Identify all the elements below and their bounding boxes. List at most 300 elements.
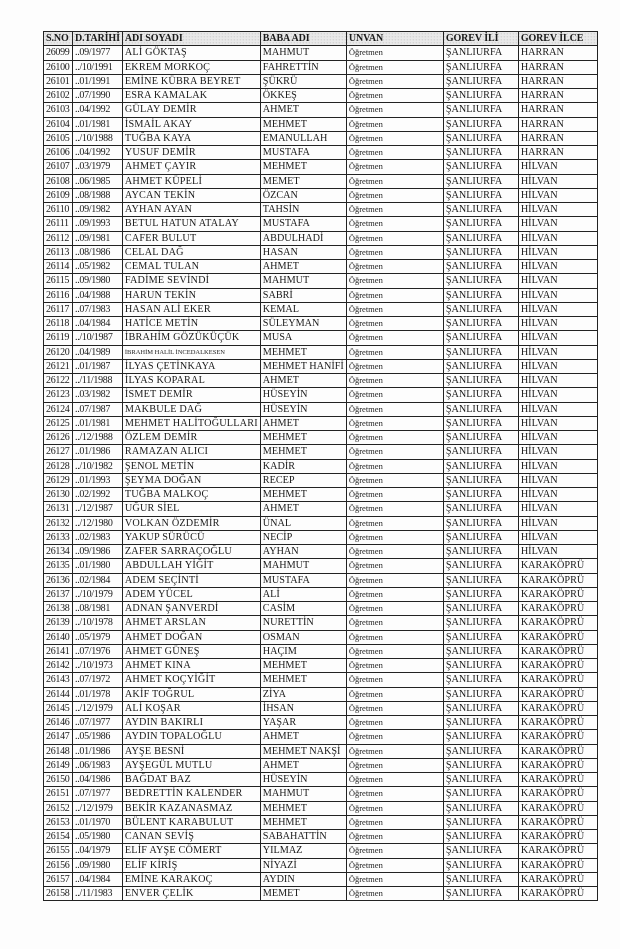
row-duty-province: ŞANLIURFA [443,60,518,74]
row-birth-date: ..07/1983 [73,302,123,316]
table-row [44,473,598,487]
table-row [44,188,598,202]
table-row [44,131,598,145]
row-birth-date: ../10/1979 [73,587,123,601]
row-birth-date: ..07/1977 [73,716,123,730]
row-duty-district: KARAKÖPRÜ [518,872,597,886]
row-duty-province: ŞANLIURFA [443,317,518,331]
table-row [44,488,598,502]
row-full-name: BÜLENT KARABULUT [122,815,260,829]
table-row [44,602,598,616]
row-duty-province: ŞANLIURFA [443,388,518,402]
row-father-name: SÜLEYMAN [260,317,346,331]
table-row [44,887,598,901]
row-duty-district: HİLVAN [518,331,597,345]
table-row [44,516,598,530]
row-sno: 26104 [44,117,73,131]
row-duty-province: ŞANLIURFA [443,459,518,473]
row-duty-province: ŞANLIURFA [443,245,518,259]
row-birth-date: ..05/1982 [73,260,123,274]
row-duty-district: KARAKÖPRÜ [518,602,597,616]
row-full-name: İBRAHİM GÖZÜKÜÇÜK [122,331,260,345]
row-father-name: İHSAN [260,701,346,715]
row-duty-province: ŞANLIURFA [443,830,518,844]
row-duty-district: KARAKÖPRÜ [518,787,597,801]
row-sno: 26147 [44,730,73,744]
row-title: Öğretmen [346,473,443,487]
row-duty-district: HİLVAN [518,203,597,217]
row-full-name: İBRAHİM HALİL İNCEDALKESEN [122,345,260,359]
row-birth-date: ..02/1984 [73,573,123,587]
table-row [44,858,598,872]
row-title: Öğretmen [346,359,443,373]
row-birth-date: ..01/1991 [73,74,123,88]
row-duty-province: ŞANLIURFA [443,402,518,416]
row-duty-province: ŞANLIURFA [443,217,518,231]
row-sno: 26127 [44,445,73,459]
row-birth-date: ..02/1992 [73,488,123,502]
table-row [44,60,598,74]
row-title: Öğretmen [346,402,443,416]
row-full-name: İLYAS KOPARAL [122,374,260,388]
row-father-name: AHMET [260,758,346,772]
row-duty-district: KARAKÖPRÜ [518,830,597,844]
row-duty-district: KARAKÖPRÜ [518,801,597,815]
row-full-name: AHMET KÜPELİ [122,174,260,188]
header-birth-date: D.TARİHİ [73,32,123,46]
row-full-name: İLYAS ÇETİNKAYA [122,359,260,373]
row-full-name: EMİNE KÜBRA BEYRET [122,74,260,88]
row-sno: 26137 [44,587,73,601]
row-birth-date: ..04/1992 [73,146,123,160]
row-duty-province: ŞANLIURFA [443,374,518,388]
row-title: Öğretmen [346,374,443,388]
table-row [44,359,598,373]
row-sno: 26115 [44,274,73,288]
row-sno: 26116 [44,288,73,302]
row-duty-province: ŞANLIURFA [443,174,518,188]
row-full-name: CEMAL TULAN [122,260,260,274]
row-birth-date: ..01/1986 [73,445,123,459]
row-father-name: MAHMUT [260,46,346,60]
row-title: Öğretmen [346,431,443,445]
header-father-name: BABA ADI [260,32,346,46]
row-duty-province: ŞANLIURFA [443,602,518,616]
row-duty-province: ŞANLIURFA [443,758,518,772]
row-father-name: MAHMUT [260,274,346,288]
row-birth-date: ../12/1979 [73,801,123,815]
row-sno: 26125 [44,416,73,430]
row-birth-date: ..02/1983 [73,530,123,544]
row-duty-province: ŞANLIURFA [443,231,518,245]
table-row [44,630,598,644]
row-full-name: AYCAN TEKİN [122,188,260,202]
table-row [44,801,598,815]
header-duty-district: GOREV İLCE [518,32,597,46]
row-birth-date: ..09/1981 [73,231,123,245]
row-full-name: HASAN ALİ EKER [122,302,260,316]
row-birth-date: ..04/1989 [73,345,123,359]
row-full-name: UĞUR SİEL [122,502,260,516]
row-full-name: İSMET DEMİR [122,388,260,402]
row-title: Öğretmen [346,416,443,430]
row-father-name: HASAN [260,245,346,259]
table-row [44,659,598,673]
table-row [44,89,598,103]
row-father-name: MEMET [260,887,346,901]
row-title: Öğretmen [346,60,443,74]
row-title: Öğretmen [346,388,443,402]
row-duty-district: KARAKÖPRÜ [518,758,597,772]
table-row [44,374,598,388]
row-birth-date: ..03/1979 [73,160,123,174]
row-title: Öğretmen [346,730,443,744]
row-father-name: ZİYA [260,687,346,701]
row-sno: 26157 [44,872,73,886]
row-duty-province: ŞANLIURFA [443,103,518,117]
table-row [44,245,598,259]
row-father-name: FAHRETTİN [260,60,346,74]
row-birth-date: ../12/1987 [73,502,123,516]
row-sno: 26139 [44,616,73,630]
row-duty-province: ŞANLIURFA [443,146,518,160]
row-sno: 26107 [44,160,73,174]
row-full-name: TUĞBA KAYA [122,131,260,145]
table-row [44,716,598,730]
table-row [44,288,598,302]
row-title: Öğretmen [346,545,443,559]
table-row [44,758,598,772]
row-full-name: MAKBULE DAĞ [122,402,260,416]
table-row [44,445,598,459]
row-title: Öğretmen [346,445,443,459]
row-sno: 26130 [44,488,73,502]
row-duty-province: ŞANLIURFA [443,787,518,801]
row-birth-date: ../12/1988 [73,431,123,445]
row-duty-province: ŞANLIURFA [443,587,518,601]
row-title: Öğretmen [346,488,443,502]
row-duty-district: HİLVAN [518,160,597,174]
row-duty-district: HİLVAN [518,317,597,331]
row-father-name: EMANULLAH [260,131,346,145]
table-row [44,203,598,217]
row-full-name: AHMET GÜNEŞ [122,644,260,658]
row-birth-date: ..04/1984 [73,872,123,886]
row-duty-province: ŞANLIURFA [443,188,518,202]
row-father-name: AHMET [260,502,346,516]
row-birth-date: ..04/1992 [73,103,123,117]
row-birth-date: ..01/1981 [73,117,123,131]
table-row [44,146,598,160]
row-duty-district: HARRAN [518,60,597,74]
table-row [44,815,598,829]
row-duty-district: HİLVAN [518,274,597,288]
row-father-name: TAHSİN [260,203,346,217]
row-father-name: KEMAL [260,302,346,316]
row-duty-district: HİLVAN [518,260,597,274]
row-full-name: MEHMET HALİTOĞULLARI [122,416,260,430]
row-duty-province: ŞANLIURFA [443,887,518,901]
row-full-name: ADNAN ŞANVERDİ [122,602,260,616]
table-row [44,573,598,587]
row-sno: 26131 [44,502,73,516]
row-birth-date: ..01/1981 [73,416,123,430]
row-father-name: MUSA [260,331,346,345]
row-duty-district: HARRAN [518,46,597,60]
row-full-name: ABDULLAH YİĞİT [122,559,260,573]
table-row [44,174,598,188]
row-full-name: ADEM YÜCEL [122,587,260,601]
row-birth-date: ..07/1987 [73,402,123,416]
row-duty-district: HARRAN [518,117,597,131]
row-full-name: HATİCE METİN [122,317,260,331]
row-duty-district: KARAKÖPRÜ [518,887,597,901]
row-title: Öğretmen [346,203,443,217]
row-birth-date: ..07/1972 [73,673,123,687]
row-duty-province: ŞANLIURFA [443,616,518,630]
row-duty-province: ŞANLIURFA [443,345,518,359]
row-duty-district: HİLVAN [518,388,597,402]
row-sno: 26121 [44,359,73,373]
row-sno: 26108 [44,174,73,188]
row-father-name: AHMET [260,416,346,430]
row-duty-district: HİLVAN [518,359,597,373]
row-duty-district: HİLVAN [518,459,597,473]
table-row [44,730,598,744]
row-duty-province: ŞANLIURFA [443,559,518,573]
row-sno: 26146 [44,716,73,730]
row-duty-district: HİLVAN [518,445,597,459]
row-duty-district: KARAKÖPRÜ [518,673,597,687]
row-title: Öğretmen [346,630,443,644]
row-birth-date: ../11/1983 [73,887,123,901]
row-sno: 26140 [44,630,73,644]
row-sno: 26109 [44,188,73,202]
row-duty-district: KARAKÖPRÜ [518,773,597,787]
row-father-name: MEHMET [260,815,346,829]
row-birth-date: ../11/1988 [73,374,123,388]
table-row [44,587,598,601]
row-birth-date: ..09/1993 [73,217,123,231]
table-row [44,530,598,544]
row-duty-province: ŞANLIURFA [443,673,518,687]
row-title: Öğretmen [346,245,443,259]
row-title: Öğretmen [346,260,443,274]
row-full-name: FADİME SEVİNDİ [122,274,260,288]
row-full-name: YUSUF DEMİR [122,146,260,160]
row-full-name: BETUL HATUN ATALAY [122,217,260,231]
header-sno: S.NO [44,32,73,46]
row-duty-province: ŞANLIURFA [443,473,518,487]
row-duty-district: HARRAN [518,103,597,117]
row-birth-date: ../10/1982 [73,459,123,473]
row-title: Öğretmen [346,872,443,886]
row-duty-province: ŞANLIURFA [443,274,518,288]
row-duty-district: HİLVAN [518,402,597,416]
table-row [44,345,598,359]
row-title: Öğretmen [346,188,443,202]
row-father-name: MEHMET [260,345,346,359]
row-birth-date: ..09/1977 [73,46,123,60]
row-full-name: RAMAZAN ALICI [122,445,260,459]
row-full-name: AYŞEGÜL MUTLU [122,758,260,772]
row-duty-province: ŞANLIURFA [443,260,518,274]
row-duty-province: ŞANLIURFA [443,858,518,872]
table-row [44,673,598,687]
row-father-name: MEHMET [260,160,346,174]
table-body [44,46,598,901]
row-father-name: HÜSEYİN [260,402,346,416]
row-full-name: ADEM SEÇİNTİ [122,573,260,587]
row-duty-district: HİLVAN [518,188,597,202]
row-sno: 26113 [44,245,73,259]
row-full-name: EMİNE KARAKOÇ [122,872,260,886]
table-row [44,701,598,715]
row-sno: 26133 [44,530,73,544]
row-sno: 26101 [44,74,73,88]
row-birth-date: ../10/1987 [73,331,123,345]
row-birth-date: ..06/1985 [73,174,123,188]
row-sno: 26099 [44,46,73,60]
row-title: Öğretmen [346,887,443,901]
row-duty-province: ŞANLIURFA [443,131,518,145]
row-title: Öğretmen [346,146,443,160]
row-duty-district: KARAKÖPRÜ [518,744,597,758]
table-row [44,217,598,231]
row-duty-district: HİLVAN [518,416,597,430]
table-row [44,302,598,316]
row-full-name: GÜLAY DEMİR [122,103,260,117]
row-duty-province: ŞANLIURFA [443,359,518,373]
row-birth-date: ..04/1979 [73,844,123,858]
teacher-list-table [43,31,598,901]
row-duty-district: KARAKÖPRÜ [518,858,597,872]
row-sno: 26117 [44,302,73,316]
row-duty-province: ŞANLIURFA [443,815,518,829]
row-sno: 26100 [44,60,73,74]
row-full-name: CANAN SEVİŞ [122,830,260,844]
row-birth-date: ..07/1990 [73,89,123,103]
row-duty-district: KARAKÖPRÜ [518,687,597,701]
row-father-name: SABAHATTİN [260,830,346,844]
row-duty-district: HİLVAN [518,231,597,245]
row-duty-district: HİLVAN [518,431,597,445]
row-title: Öğretmen [346,74,443,88]
row-duty-province: ŞANLIURFA [443,630,518,644]
row-birth-date: ..09/1986 [73,545,123,559]
row-father-name: AYHAN [260,545,346,559]
row-father-name: MEHMET NAKŞİ [260,744,346,758]
row-title: Öğretmen [346,744,443,758]
row-birth-date: ..08/1986 [73,245,123,259]
row-birth-date: ../10/1988 [73,131,123,145]
row-duty-province: ŞANLIURFA [443,160,518,174]
row-father-name: MUSTAFA [260,573,346,587]
row-duty-province: ŞANLIURFA [443,545,518,559]
row-duty-province: ŞANLIURFA [443,844,518,858]
row-sno: 26119 [44,331,73,345]
row-birth-date: ../10/1978 [73,616,123,630]
row-duty-province: ŞANLIURFA [443,744,518,758]
row-duty-district: HARRAN [518,89,597,103]
row-sno: 26143 [44,673,73,687]
row-duty-province: ŞANLIURFA [443,872,518,886]
row-duty-province: ŞANLIURFA [443,46,518,60]
row-father-name: HÜSEYİN [260,773,346,787]
row-birth-date: ..07/1977 [73,787,123,801]
row-title: Öğretmen [346,274,443,288]
row-full-name: CAFER BULUT [122,231,260,245]
row-duty-district: HİLVAN [518,174,597,188]
row-duty-district: HİLVAN [518,245,597,259]
table-row [44,103,598,117]
row-duty-province: ŞANLIURFA [443,502,518,516]
row-duty-province: ŞANLIURFA [443,331,518,345]
row-father-name: MEHMET [260,117,346,131]
row-duty-district: HİLVAN [518,288,597,302]
row-sno: 26103 [44,103,73,117]
row-duty-district: KARAKÖPRÜ [518,616,597,630]
row-birth-date: ..05/1986 [73,730,123,744]
row-full-name: ŞENOL METİN [122,459,260,473]
row-duty-province: ŞANLIURFA [443,659,518,673]
row-full-name: ESRA KAMALAK [122,89,260,103]
row-duty-province: ŞANLIURFA [443,117,518,131]
row-sno: 26118 [44,317,73,331]
row-sno: 26122 [44,374,73,388]
header-title: UNVAN [346,32,443,46]
row-full-name: VOLKAN ÖZDEMİR [122,516,260,530]
row-title: Öğretmen [346,160,443,174]
table-row [44,331,598,345]
row-full-name: ELİF KİRİŞ [122,858,260,872]
table-row [44,274,598,288]
row-title: Öğretmen [346,830,443,844]
row-birth-date: ..06/1983 [73,758,123,772]
row-title: Öğretmen [346,758,443,772]
table-row [44,559,598,573]
row-father-name: ŞÜKRÜ [260,74,346,88]
row-title: Öğretmen [346,701,443,715]
row-duty-province: ŞANLIURFA [443,203,518,217]
row-full-name: HARUN TEKİN [122,288,260,302]
row-full-name: AYDIN BAKIRLI [122,716,260,730]
row-sno: 26105 [44,131,73,145]
row-duty-province: ŞANLIURFA [443,730,518,744]
row-sno: 26102 [44,89,73,103]
row-birth-date: ..04/1988 [73,288,123,302]
row-father-name: MEHMET [260,659,346,673]
row-father-name: YAŞAR [260,716,346,730]
table-row [44,773,598,787]
row-duty-province: ŞANLIURFA [443,687,518,701]
row-full-name: CELAL DAĞ [122,245,260,259]
row-birth-date: ..01/1978 [73,687,123,701]
row-title: Öğretmen [346,844,443,858]
row-title: Öğretmen [346,858,443,872]
row-father-name: MAHMUT [260,559,346,573]
row-duty-province: ŞANLIURFA [443,701,518,715]
row-sno: 26158 [44,887,73,901]
row-birth-date: ../10/1991 [73,60,123,74]
row-father-name: AHMET [260,374,346,388]
table-row [44,260,598,274]
header-duty-province: GOREV İLİ [443,32,518,46]
row-father-name: HAÇIM [260,644,346,658]
row-full-name: ŞEYMA DOĞAN [122,473,260,487]
row-father-name: ÖKKEŞ [260,89,346,103]
row-birth-date: ..01/1986 [73,744,123,758]
